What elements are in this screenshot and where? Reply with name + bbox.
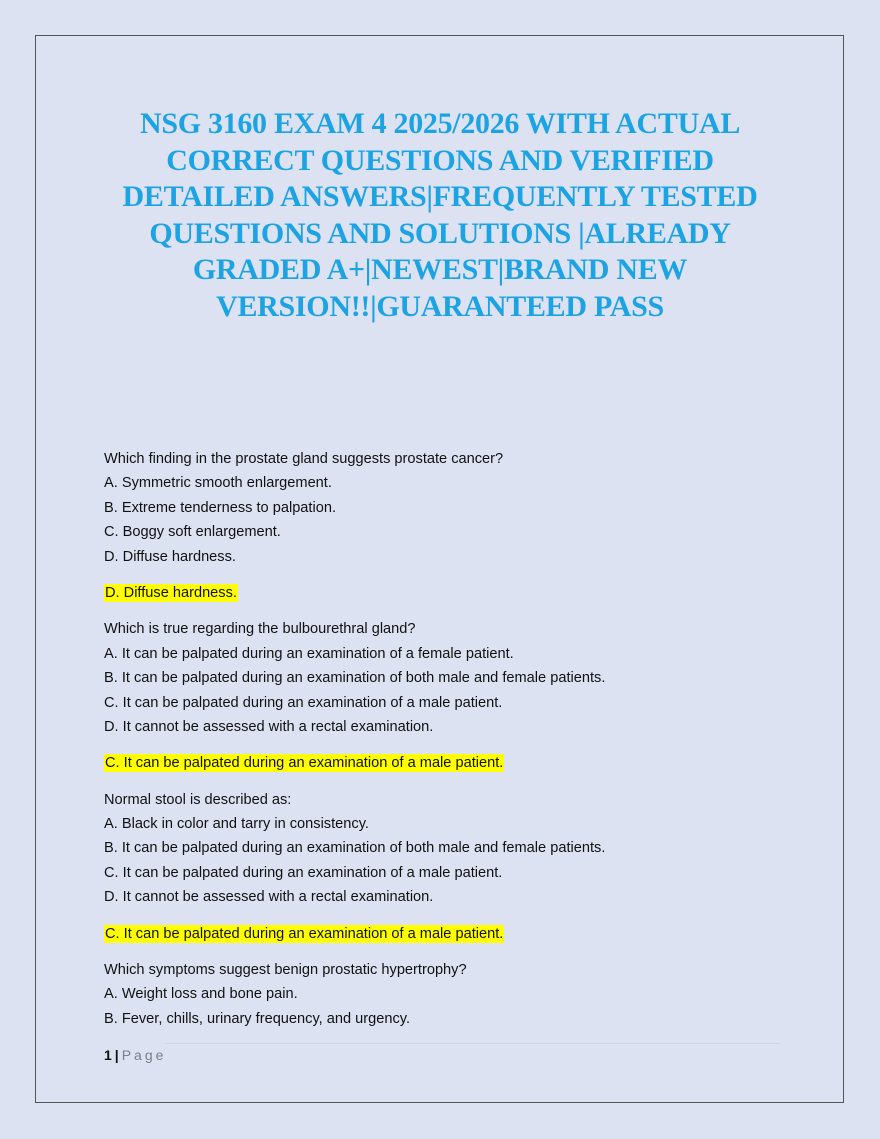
footer-separator: | — [114, 1047, 119, 1063]
answer — [104, 922, 804, 946]
option: B. Extreme tenderness to palpation. — [104, 499, 337, 516]
question-text: Which finding in the prostate gland suggests prostate cancer? — [104, 451, 504, 467]
option: A. Weight loss and bone pain. — [104, 986, 298, 1003]
question-text: Which symptoms suggest benign prostatic hypertrophy? — [104, 962, 467, 979]
question-block — [104, 788, 804, 946]
option: B. It can be palpated during an examination of both male and female patients. — [104, 670, 606, 687]
document-title — [60, 106, 820, 325]
option: D. It cannot be assessed with a rectal examination. — [104, 889, 434, 906]
title-line: GRADED A+|NEWEST|BRAND NEW — [192, 253, 688, 286]
question-block — [104, 447, 804, 605]
option: A. Black in color and tarry in consistency. — [104, 816, 369, 833]
option: B. Fever, chills, urinary frequency, and urgency. — [104, 1010, 411, 1027]
title-line: VERSION!!|GUARANTEED PASS — [216, 289, 664, 323]
title-line: CORRECT QUESTIONS AND VERIFIED — [166, 143, 714, 177]
answer-highlight: C. It can be palpated during an examination of a male patient. — [105, 925, 504, 942]
answer-highlight: D. Diffuse hardness. — [105, 584, 237, 601]
question-block — [104, 617, 804, 775]
title-line: QUESTIONS AND SOLUTIONS |ALREADY — [149, 216, 731, 250]
option: C. It can be palpated during an examination of a male patient. — [104, 864, 503, 881]
option: C. It can be palpated during an examination of a male patient. — [104, 694, 503, 711]
option: A. Symmetric smooth enlargement. — [104, 475, 332, 492]
footer-divider — [165, 1043, 780, 1044]
question-text: Normal stool is described as: — [104, 791, 292, 808]
question-text: Which is true regarding the bulbourethral gland? — [104, 621, 416, 638]
option: D. Diffuse hardness. — [104, 548, 236, 565]
option: D. It cannot be assessed with a rectal examination. — [104, 718, 434, 735]
option: B. It can be palpated during an examination of both male and female patients. — [104, 840, 606, 857]
title-line: DETAILED ANSWERS|FREQUENTLY TESTED — [122, 180, 758, 213]
page-label: Page — [121, 1047, 167, 1063]
answer-highlight: C. It can be palpated during an examination of a male patient. — [105, 755, 504, 772]
page-footer — [104, 1047, 166, 1063]
question-block — [104, 958, 804, 1031]
answer — [104, 581, 804, 605]
option: A. It can be palpated during an examination of a female patient. — [104, 645, 514, 662]
question-list — [104, 447, 804, 1031]
option: C. Boggy soft enlargement. — [104, 524, 281, 541]
answer — [104, 751, 804, 775]
title-line: NSG 3160 EXAM 4 2025/2026 WITH ACTUAL — [139, 107, 741, 140]
page-number: 1 — [104, 1047, 112, 1063]
